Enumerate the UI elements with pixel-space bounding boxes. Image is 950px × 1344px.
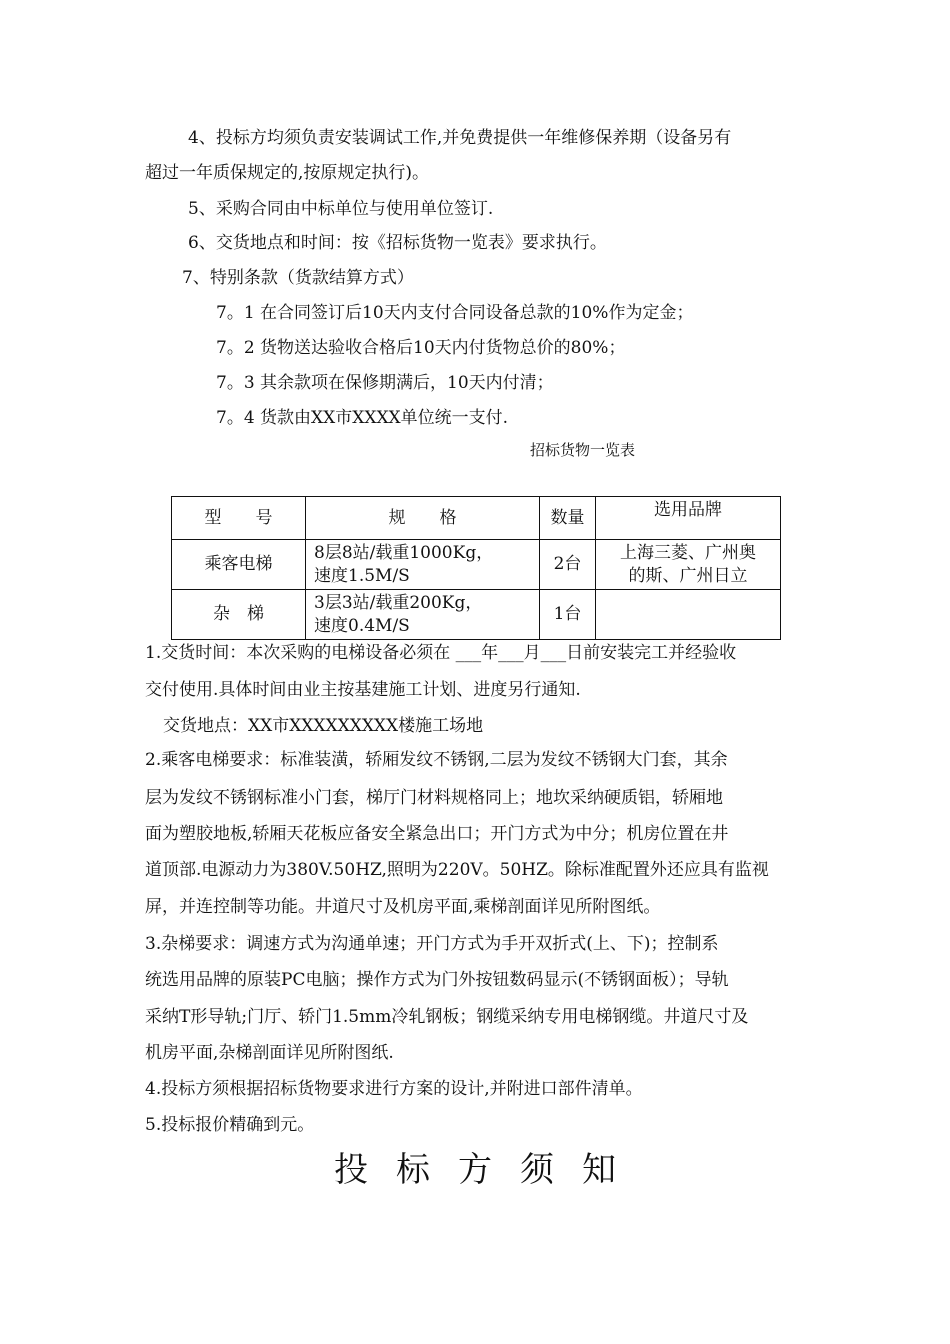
spec-line: 8层8站/载重1000Kg， bbox=[314, 542, 494, 563]
clause-7-4: 7。4 货款由XX市XXXX单位统一支付. bbox=[216, 408, 509, 428]
brand-line: 上海三菱、广州奥 bbox=[620, 542, 756, 563]
spec-line: 3层3站/载重200Kg， bbox=[314, 592, 483, 613]
clause-4-continued: 超过一年质保规定的,按原规定执行)。 bbox=[145, 163, 430, 183]
requirement-3-continued: 统选用品牌的原装PC电脑；操作方式为门外按钮数码显示(不锈钢面板）；导轨 bbox=[145, 970, 729, 990]
header-brand: 选用品牌 bbox=[596, 497, 781, 540]
clause-7-2: 7。2 货物送达验收合格后10天内付货物总价的80%； bbox=[216, 338, 626, 358]
cell-spec bbox=[306, 590, 540, 640]
cell-qty: 2台 bbox=[540, 540, 596, 590]
cell-spec bbox=[306, 540, 540, 590]
cell-model: 乘客电梯 bbox=[172, 540, 306, 590]
spec-line: 速度0.4M/S bbox=[314, 615, 410, 636]
cell-brand bbox=[596, 590, 781, 640]
clause-5: 5、采购合同由中标单位与使用单位签订. bbox=[188, 199, 494, 219]
spec-line: 速度1.5M/S bbox=[314, 565, 410, 586]
header-model: 型 号 bbox=[172, 497, 306, 540]
requirement-2-continued: 层为发纹不锈钢标准小门套，梯厅门材料规格同上；地坎采纳硬质铝，轿厢地 bbox=[145, 788, 723, 808]
requirement-2-continued: 道顶部.电源动力为380V.50HZ,照明为220V。50HZ。除标准配置外还应具有监视 bbox=[145, 860, 769, 880]
table-row bbox=[172, 590, 781, 640]
table-row bbox=[172, 540, 781, 590]
requirement-1: 1.交货时间：本次采购的电梯设备必须在 ___年___月___日前安装完工并经验收 bbox=[145, 643, 737, 663]
clause-4: 4、投标方均须负责安装调试工作,并免费提供一年维修保养期（设备另有 bbox=[188, 128, 732, 148]
requirement-5: 5.投标报价精确到元。 bbox=[145, 1115, 315, 1135]
table-caption: 招标货物一览表 bbox=[530, 441, 636, 459]
requirement-2-continued: 面为塑胶地板,轿厢天花板应备安全紧急出口；开门方式为中分；机房位置在井 bbox=[145, 824, 729, 844]
goods-table bbox=[171, 496, 781, 640]
clause-7-1: 7。1 在合同签订后10天内支付合同设备总款的10%作为定金； bbox=[216, 303, 694, 323]
requirement-2-continued: 屏，并连控制等功能。井道尺寸及机房平面,乘梯剖面详见所附图纸。 bbox=[145, 897, 661, 917]
requirement-3-continued: 采纳T形导轨;门厅、轿门1.5mm冷轧钢板；钢缆采纳专用电梯钢缆。井道尺寸及 bbox=[145, 1007, 749, 1027]
clause-7: 7、特别条款（货款结算方式） bbox=[182, 268, 414, 288]
header-qty: 数量 bbox=[540, 497, 596, 540]
cell-model: 杂 梯 bbox=[172, 590, 306, 640]
requirement-3: 3.杂梯要求：调速方式为沟通单速；开门方式为手开双折式(上、下)；控制系 bbox=[145, 934, 719, 954]
requirement-2: 2.乘客电梯要求：标准装潢，轿厢发纹不锈钢,二层为发纹不锈钢大门套，其余 bbox=[145, 750, 728, 770]
header-spec: 规 格 bbox=[306, 497, 540, 540]
requirement-4: 4.投标方须根据招标货物要求进行方案的设计,并附进口部件清单。 bbox=[145, 1079, 643, 1099]
section-title: 投标方须知 bbox=[334, 1150, 644, 1190]
requirement-1-continued: 交付使用.具体时间由业主按基建施工计划、进度另行通知. bbox=[145, 680, 581, 700]
delivery-location: 交货地点：XX市XXXXXXXXX楼施工场地 bbox=[163, 716, 484, 736]
clause-7-3: 7。3 其余款项在保修期满后，10天内付清； bbox=[216, 373, 554, 393]
requirement-3-continued: 机房平面,杂梯剖面详见所附图纸. bbox=[145, 1043, 394, 1063]
cell-qty: 1台 bbox=[540, 590, 596, 640]
clause-6: 6、交货地点和时间：按《招标货物一览表》要求执行。 bbox=[188, 233, 607, 253]
brand-line: 的斯、广州日立 bbox=[628, 565, 748, 586]
cell-brand bbox=[596, 540, 781, 590]
table-header-row bbox=[172, 497, 781, 540]
